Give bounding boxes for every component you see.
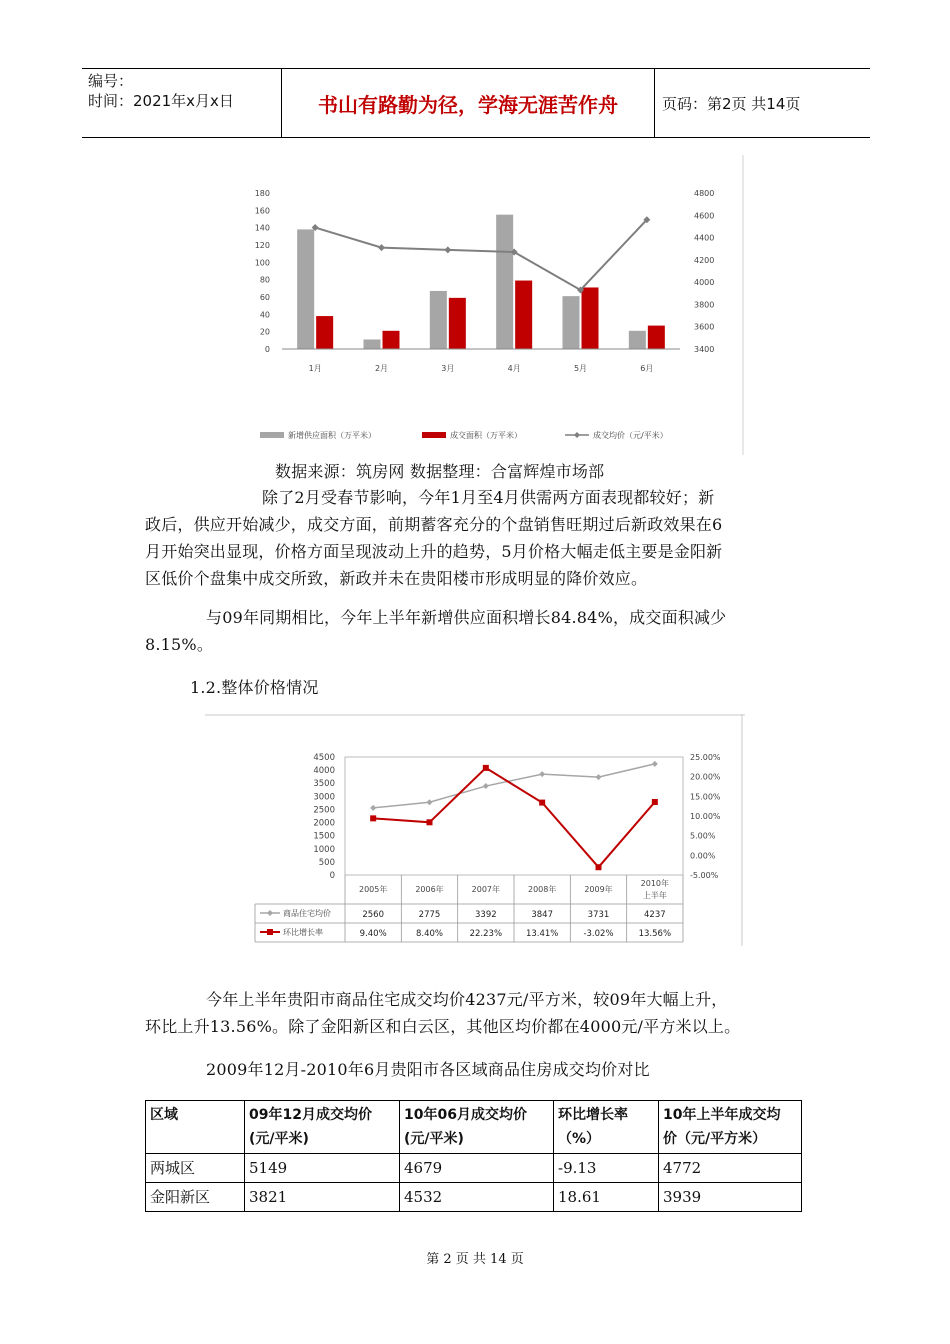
y-tick-label: 1000 [313,844,335,855]
y-tick-label: 4500 [313,753,335,763]
legend-label: 成交均价（元/平米） [593,431,668,440]
data-label-price: 3731 [587,910,610,920]
y-tick-label: 0 [329,871,335,881]
paragraph-1-first-line: 除了2月受春节影响，今年1月至4月供需两方面表现都较好；新 [262,488,715,507]
y-tick-label: 2500 [313,805,335,816]
data-label-growth: 22.23% [469,929,503,939]
legend-label: 环比增长率 [283,928,323,937]
bar-deal [449,298,466,349]
legend-label: 新增供应面积（万平米） [288,431,376,440]
paragraph-1-line: 月开始突出显现，价格方面呈现波动上升的趋势，5月价格大幅走低主要是金阳新 [145,542,723,561]
y2-tick-label: 15.00% [690,792,721,802]
table-cell: 18.61 [554,1183,659,1212]
table-cell: 3939 [659,1183,802,1212]
growth-rate-point [652,799,658,805]
page-footer: 第 2 页 共 14 页 [426,1252,524,1267]
bar-deal [383,331,400,349]
y-tick-label: 2000 [313,818,335,829]
table-cell: 5149 [245,1154,400,1183]
table-cell: 3821 [245,1183,400,1212]
y2-tick-label: 3600 [694,322,715,332]
data-label-growth: -3.02% [583,929,614,939]
data-source-line: 数据来源：筑房网 数据整理：合富辉煌市场部 [275,462,605,481]
data-label-growth: 13.56% [638,929,672,939]
bar-deal [515,281,532,349]
legend-swatch [260,432,284,438]
x-tick-label: 1月 [308,364,322,373]
growth-rate-point [370,815,376,821]
paragraph-2-line: 8.15%。 [145,635,214,654]
y2-tick-label: 0.00% [690,851,716,861]
growth-rate-point [596,864,602,870]
x-tick-label: 2007年 [471,885,501,894]
data-label-growth: 9.40% [359,929,387,939]
table-cell: -9.13 [554,1154,659,1183]
data-label-price: 4237 [644,910,666,920]
y-tick-label: 40 [259,310,270,320]
y-tick-label: 140 [254,223,270,233]
table-row [146,1183,802,1212]
paragraph-3-line: 环比上升13.56%。除了金阳新区和白云区，其他区均价都在4000元/平方米以上。 [145,1017,741,1036]
bar-supply [563,296,580,349]
y2-tick-label: 4000 [694,278,715,288]
y-tick-label: 3500 [313,779,335,790]
x-tick-label: 2009年 [584,885,613,894]
x-tick-label: 2005年 [358,885,388,894]
growth-rate-point [539,800,545,806]
table-title: 2009年12月-2010年6月贵阳市各区域商品住房成交均价对比 [206,1060,650,1079]
table-header-cell: 10年上半年成交均 价（元/平方米） [659,1101,802,1154]
data-label-price: 2560 [362,910,384,920]
y-tick-label: 3000 [313,792,335,803]
x-tick-label: 2010年 [640,879,670,888]
bar-deal [582,287,599,349]
header-page-code: 页码：第2页 共14页 [662,94,801,113]
growth-rate-point [483,765,489,771]
paragraph-3-first-line: 今年上半年贵阳市商品住宅成交均价4237元/平方米，较09年大幅上升， [206,990,728,1009]
data-label-growth: 8.40% [415,929,444,939]
table-cell: 两城区 [146,1154,245,1183]
y2-tick-label: 10.00% [690,812,721,821]
y2-tick-label: 5.00% [690,831,716,841]
y-tick-label: 60 [259,293,270,302]
y2-tick-label: 4800 [694,189,715,198]
x-tick-label: 5月 [573,364,588,373]
bar-supply [430,291,447,349]
y-tick-label: 100 [254,258,270,268]
paragraph-1-line: 政后，供应开始减少，成交方面，前期蓄客充分的个盘销售旺期过后新政效果在6 [145,515,723,534]
table-cell: 4679 [400,1154,554,1183]
bar-supply [496,215,513,349]
data-label-price: 2775 [418,910,441,920]
data-label-price: 3847 [531,910,553,920]
y2-tick-label: 4200 [694,255,715,265]
bar-deal [316,316,333,349]
region-price-table [145,1100,802,1212]
table-header-cell: 09年12月成交均价 (元/平米) [245,1101,400,1154]
bar-supply [297,229,314,349]
table-header-cell: 10年06月成交均价 (元/平米) [400,1101,554,1154]
bar-supply [364,339,381,349]
table-header-row [146,1101,802,1154]
paragraph-1-line: 区低价个盘集中成交所致，新政并未在贵阳楼市形成明显的降价效应。 [145,569,648,588]
y2-tick-label: 3800 [694,300,715,310]
legend-marker [267,929,273,935]
legend-swatch [422,432,446,438]
table-row [146,1154,802,1183]
page-header [82,68,870,138]
y-tick-label: 4000 [313,766,335,777]
y2-tick-label: -5.00% [690,871,719,880]
x-tick-label: 4月 [507,364,521,373]
y-tick-label: 120 [254,241,270,250]
table-cell: 金阳新区 [146,1183,245,1212]
x-tick-label: 上半年 [642,891,667,900]
paragraph-2-first-line: 与09年同期相比，今年上半年新增供应面积增长84.84%，成交面积减少 [206,608,727,627]
supply-demand-chart [250,155,745,455]
number-label: 编号： [88,72,134,90]
data-label-growth: 13.41% [525,929,559,939]
table-header-cell: 区域 [146,1101,245,1154]
y-tick-label: 0 [264,345,270,354]
growth-rate-point [427,819,433,825]
y-tick-label: 180 [254,189,270,198]
x-tick-label: 6月 [640,364,654,373]
y2-tick-label: 25.00% [690,753,721,762]
x-tick-label: 2008年 [527,885,557,894]
data-label-price: 3392 [475,910,497,920]
y-tick-label: 80 [259,275,270,285]
x-tick-label: 2月 [374,364,389,373]
bar-supply [629,331,646,349]
header-motto: 书山有路勤为径，学海无涯苦作舟 [282,69,655,137]
header-meta [82,69,282,137]
table-cell: 4532 [400,1183,554,1212]
y2-tick-label: 4400 [694,233,715,243]
y-tick-label: 1500 [313,831,335,842]
section-title: 1.2.整体价格情况 [190,678,319,697]
y-tick-label: 20 [259,327,270,337]
legend-label: 成交面积（万平米） [450,431,522,440]
bar-deal [648,326,665,349]
x-tick-label: 3月 [441,364,455,373]
y2-tick-label: 3400 [694,345,715,354]
y2-tick-label: 20.00% [690,772,721,782]
table-header-cell: 环比增长率 （%） [554,1101,659,1154]
x-tick-label: 2006年 [415,885,444,894]
y-tick-label: 160 [254,206,270,216]
time-label: 时间：2021年x月x日 [88,92,234,110]
y-tick-label: 500 [318,857,335,868]
table-cell: 4772 [659,1154,802,1183]
y2-tick-label: 4600 [694,211,715,221]
legend-label: 商品住宅均价 [283,909,331,918]
average-price-chart [205,714,745,946]
